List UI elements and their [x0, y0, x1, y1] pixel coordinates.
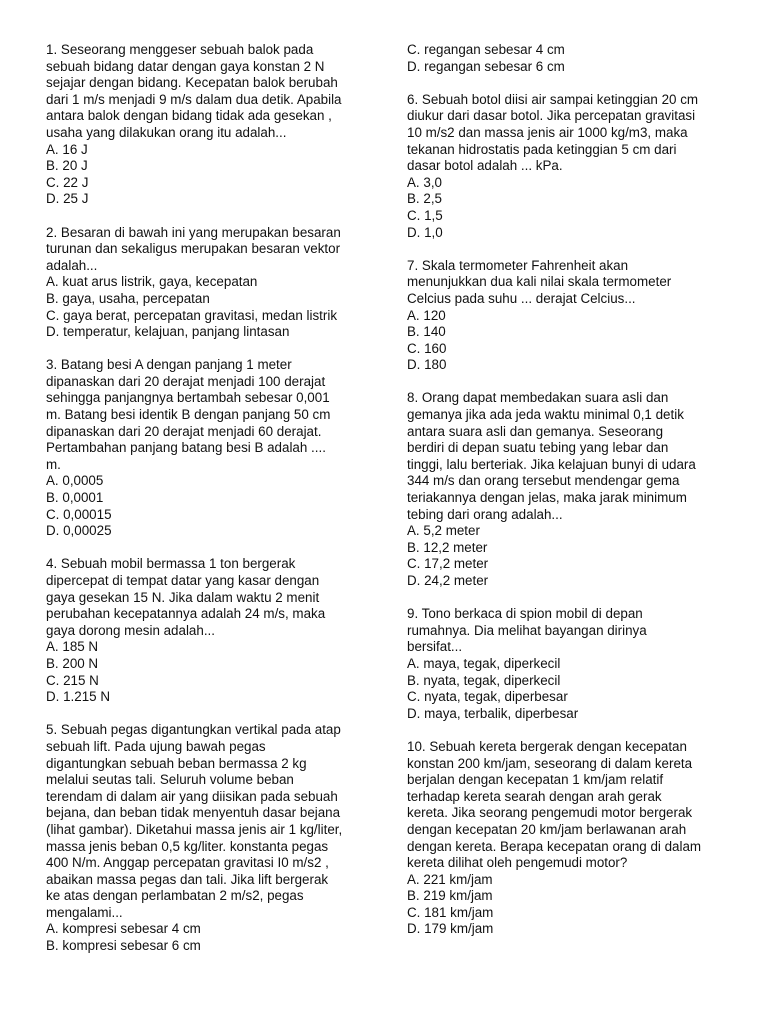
text-line: B. 0,0001 [46, 490, 104, 506]
text-line: A. 3,0 [407, 174, 442, 190]
text-line: diukur dari dasar botol. Jika percepatan gravitasi [407, 108, 696, 124]
text-line: C. gaya berat, percepatan gravitasi, medan listrik [46, 307, 338, 323]
text-line: B. gaya, usaha, percepatan [46, 290, 210, 306]
text-line: dasar botol adalah ... kPa. [407, 158, 563, 174]
text-line: antara suara asli dan gemanya. Seseorang [407, 423, 664, 439]
text-line: D. maya, terbalik, diperbesar [407, 705, 579, 721]
question-block [407, 42, 737, 75]
right-column [407, 42, 737, 938]
text-line: C. 215 N [46, 672, 99, 688]
text-line: kereta. Jika seorang pengemudi motor bergerak [407, 805, 693, 821]
text-line: dipercepat di tempat datar yang kasar dengan [46, 573, 320, 588]
text-line: berjalan dengan kecepatan 1 km/jam relatif [407, 772, 664, 788]
text-line: 5. Sebuah pegas digantungkan vertikal pada atap [46, 722, 341, 738]
question-block [407, 258, 737, 374]
text-line: A. maya, tegak, diperkecil [407, 655, 561, 671]
text-line: A. kompresi sebesar 4 cm [46, 921, 201, 937]
text-line: gemanya jika ada jeda waktu minimal 0,1 detik [407, 407, 684, 423]
text-line: dari 1 m/s menjadi 9 m/s dalam dua detik. Apabila [46, 91, 342, 107]
text-line: (lihat gambar). Diketahui massa jenis air 1 kg/liter, [46, 821, 343, 837]
text-line: berdiri di depan suatu tebing yang lebar dan [407, 440, 669, 456]
text-line: antara balok dengan bidang tidak ada gesekan , [46, 108, 332, 124]
text-line: B. 20 J [46, 158, 88, 174]
text-line: D. temperatur, kelajuan, panjang lintasan [46, 324, 290, 340]
left-column [46, 42, 366, 955]
text-line: dengan kecepatan 20 km/jam berlawanan arah [407, 821, 687, 837]
text-line: sejajar dengan bidang. Kecepatan balok berubah [46, 75, 338, 91]
text-line: konstan 200 km/jam, seseorang di dalam kereta [407, 755, 693, 771]
question-block [407, 606, 737, 722]
text-line: C. 1,5 [407, 207, 443, 223]
text-line: Celcius pada suhu ... derajat Celcius... [407, 290, 636, 306]
text-line: D. 179 km/jam [407, 921, 494, 937]
question-block [46, 722, 366, 954]
text-line: D. 24,2 meter [407, 573, 489, 588]
text-line: B. kompresi sebesar 6 cm [46, 938, 201, 954]
text-line: 8. Orang dapat membedakan suara asli dan [407, 390, 669, 406]
text-line: Pertambahan panjang batang besi B adalah .... [46, 440, 326, 456]
text-line: tebing dari orang adalah... [407, 506, 563, 522]
question-block [407, 739, 737, 938]
text-line: dipanaskan dari 20 derajat menjadi 100 derajat [46, 373, 326, 389]
text-line: B. 2,5 [407, 191, 442, 207]
question-block [46, 225, 366, 341]
text-line: usaha yang dilakukan orang itu adalah... [46, 124, 287, 140]
text-line: 10. Sebuah kereta bergerak dengan kecepatan [407, 738, 687, 754]
question-block [46, 42, 366, 208]
text-line: gaya dorong mesin adalah... [46, 622, 215, 638]
question-block [407, 92, 737, 241]
text-line: 344 m/s dan orang tersebut mendengar gema [407, 473, 680, 489]
text-line: 10 m/s2 dan massa jenis air 1000 kg/m3, maka [407, 124, 688, 140]
text-line: digantungkan sebuah beban bermassa 2 kg [46, 755, 307, 771]
text-line: m. Batang besi identik B dengan panjang 50 cm [46, 407, 331, 423]
question-block [407, 390, 737, 589]
text-line: A. 16 J [46, 141, 88, 157]
text-line: A. kuat arus listrik, gaya, kecepatan [46, 274, 258, 290]
text-line: C. 17,2 meter [407, 556, 489, 572]
text-line: B. 12,2 meter [407, 539, 488, 555]
text-line: ke atas dengan perlambatan 2 m/s2, pegas [46, 888, 304, 904]
text-line: 6. Sebuah botol diisi air sampai ketinggian 20 cm [407, 91, 699, 107]
text-line: adalah... [46, 257, 98, 273]
text-line: tinggi, lalu berteriak. Jika kelajuan bunyi di udara [407, 456, 696, 472]
text-line: m. [46, 456, 61, 472]
text-line: B. 200 N [46, 655, 99, 671]
text-line: 2. Besaran di bawah ini yang merupakan besaran [46, 224, 341, 240]
question-block [46, 556, 366, 705]
text-line: C. 181 km/jam [407, 904, 494, 920]
text-line: 3. Batang besi A dengan panjang 1 meter [46, 357, 292, 373]
text-line: D. 0,00025 [46, 523, 112, 539]
text-line: sehingga panjangnya bertambah sebesar 0,001 [46, 390, 330, 406]
text-line: tekanan hidrostatis pada ketinggian 5 cm dari [407, 141, 677, 157]
text-line: dipanaskan dari 20 derajat menjadi 60 derajat. [46, 423, 322, 439]
text-line: D. 1.215 N [46, 689, 111, 705]
text-line: mengalami... [46, 904, 123, 920]
text-line: 1. Seseorang menggeser sebuah balok pada [46, 42, 314, 57]
text-line: bersifat... [407, 639, 463, 655]
text-line: C. 160 [407, 340, 447, 356]
text-line: D. 180 [407, 357, 447, 373]
text-line: bejana, dan beban tidak menyentuh dasar bejana [46, 805, 341, 821]
text-line: D. 25 J [46, 191, 89, 207]
text-line: gaya gesekan 15 N. Jika dalam waktu 2 menit [46, 589, 320, 605]
text-line: D. 1,0 [407, 224, 443, 240]
text-line: B. 219 km/jam [407, 888, 493, 904]
text-line: 7. Skala termometer Fahrenheit akan [407, 257, 629, 273]
text-line: terhadap kereta searah dengan arah gerak [407, 788, 662, 804]
text-line: melalui seutas tali. Seluruh volume beban [46, 772, 294, 788]
text-line: 9. Tono berkaca di spion mobil di depan [407, 606, 643, 622]
question-block [46, 357, 366, 540]
text-line: A. 185 N [46, 639, 99, 655]
text-line: abaikan massa pegas dan tali. Jika lift bergerak [46, 871, 329, 887]
text-line: C. regangan sebesar 4 cm [407, 42, 565, 57]
text-line: massa jenis beban 0,5 kg/liter. konstanta pegas [46, 838, 329, 854]
text-line: A. 5,2 meter [407, 523, 480, 539]
text-line: teriakannya dengan jelas, maka jarak minimum [407, 490, 687, 506]
text-line: dengan kereta. Berapa kecepatan orang di dalam [407, 838, 702, 854]
text-line: 4. Sebuah mobil bermassa 1 ton bergerak [46, 556, 296, 572]
text-line: D. regangan sebesar 6 cm [407, 58, 565, 74]
text-line: A. 221 km/jam [407, 871, 493, 887]
text-line: kereta dilihat oleh pengemudi motor? [407, 855, 628, 871]
text-line: C. 22 J [46, 174, 89, 190]
text-line: sebuah lift. Pada ujung bawah pegas [46, 738, 266, 754]
text-line: menunjukkan dua kali nilai skala termometer [407, 274, 672, 290]
text-line: rumahnya. Dia melihat bayangan dirinya [407, 622, 647, 638]
text-line: C. 0,00015 [46, 506, 112, 522]
text-line: sebuah bidang datar dengan gaya konstan 2 N [46, 58, 325, 74]
text-line: B. nyata, tegak, diperkecil [407, 672, 561, 688]
text-line: perubahan kecepatannya adalah 24 m/s, maka [46, 606, 326, 622]
text-line: A. 0,0005 [46, 473, 104, 489]
text-line: B. 140 [407, 324, 446, 340]
text-line: terendam di dalam air yang diisikan pada sebuah [46, 788, 338, 804]
text-line: C. nyata, tegak, diperbesar [407, 689, 568, 705]
text-line: turunan dan sekaligus merupakan besaran vektor [46, 241, 341, 257]
text-line: 400 N/m. Anggap percepatan gravitasi I0 m/s2 , [46, 855, 329, 871]
text-line: A. 120 [407, 307, 446, 323]
